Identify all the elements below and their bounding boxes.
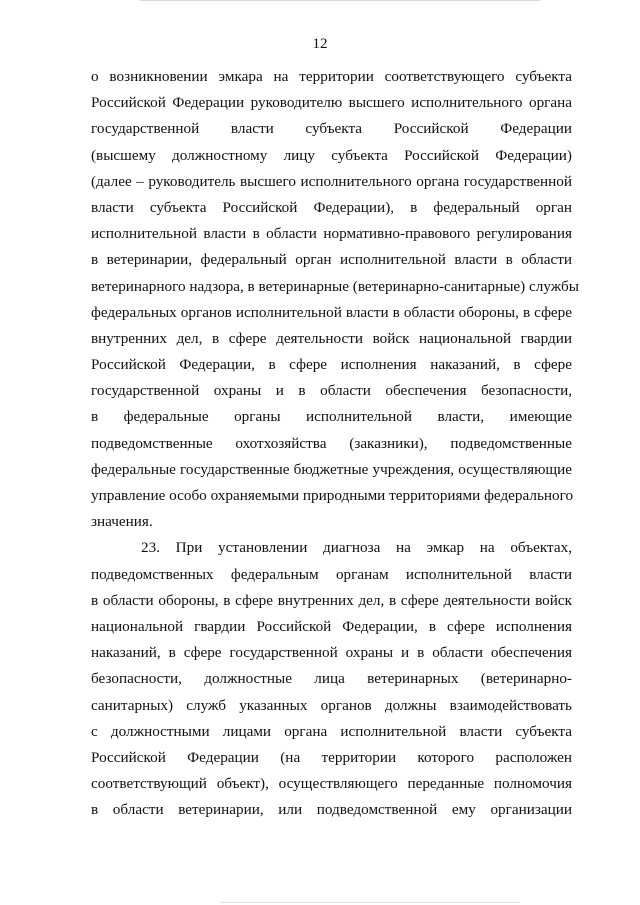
text-line: в области ветеринарии, или подведомственной ему организации <box>91 801 572 819</box>
text-line: санитарных) служб указанных органов должны взаимодействовать <box>91 696 572 714</box>
scan-edge-top <box>140 0 540 1</box>
text-line: государственной власти субъекта Российской Федерации <box>91 120 572 138</box>
text-line: соответствующий объект), осуществляющего переданные полномочия <box>91 775 572 793</box>
text-line: (высшему должностному лицу субъекта Российской Федерации) <box>91 146 572 164</box>
text-line: исполнительной власти в области нормативно-правового регулирования <box>91 225 572 243</box>
text-line: Российской Федерации руководителю высшего исполнительного органа <box>91 94 572 112</box>
text-line: Российской Федерации, в сфере исполнения наказаний, в сфере <box>91 356 572 374</box>
text-line: в федеральные органы исполнительной власти, имеющие <box>91 408 572 426</box>
text-line: о возникновении эмкара на территории соответствующего субъекта <box>91 68 572 85</box>
text-line: с должностными лицами органа исполнительной власти субъекта <box>91 722 572 740</box>
text-line: государственной охраны и в области обеспечения безопасности, <box>91 382 572 400</box>
text-line: управление особо охраняемыми природными территориями федерального <box>91 487 574 504</box>
text-line: подведомственные охотхозяйства (заказники), подведомственные <box>91 434 572 452</box>
text-line: Российской Федерации (на территории которого расположен <box>91 748 572 766</box>
text-line: федеральные государственные бюджетные учреждения, осуществляющие <box>91 460 572 478</box>
text-line: в области обороны, в сфере внутренних дел, в сфере деятельности войск <box>91 591 572 609</box>
text-line: наказаний, в сфере государственной охраны и в области обеспечения <box>91 644 572 662</box>
paragraph-23-first-line: 23. При установлении диагноза на эмкар на объектах, <box>141 539 572 557</box>
text-line: власти субъекта Российской Федерации), в федеральный орган <box>91 198 572 216</box>
text-line: в ветеринарии, федеральный орган исполнительной власти в области <box>91 251 572 269</box>
text-line: безопасности, должностные лица ветеринарных (ветеринарно- <box>91 670 572 688</box>
text-line: ветеринарного надзора, в ветеринарные (ветеринарно-санитарные) службы <box>91 277 579 295</box>
scan-edge-bottom <box>220 902 520 903</box>
page-number: 12 <box>312 36 328 52</box>
paragraph-end-line: значения. <box>91 513 153 531</box>
text-line: подведомственных федеральным органам исполнительной власти <box>91 565 572 583</box>
text-line: национальной гвардии Российской Федерации, в сфере исполнения <box>91 617 572 635</box>
text-line: (далее – руководитель высшего исполнительного органа государственной <box>91 172 572 190</box>
text-line: внутренних дел, в сфере деятельности войск национальной гвардии <box>91 329 572 347</box>
document-body <box>91 64 579 823</box>
text-line: федеральных органов исполнительной власти в области обороны, в сфере <box>91 303 572 321</box>
